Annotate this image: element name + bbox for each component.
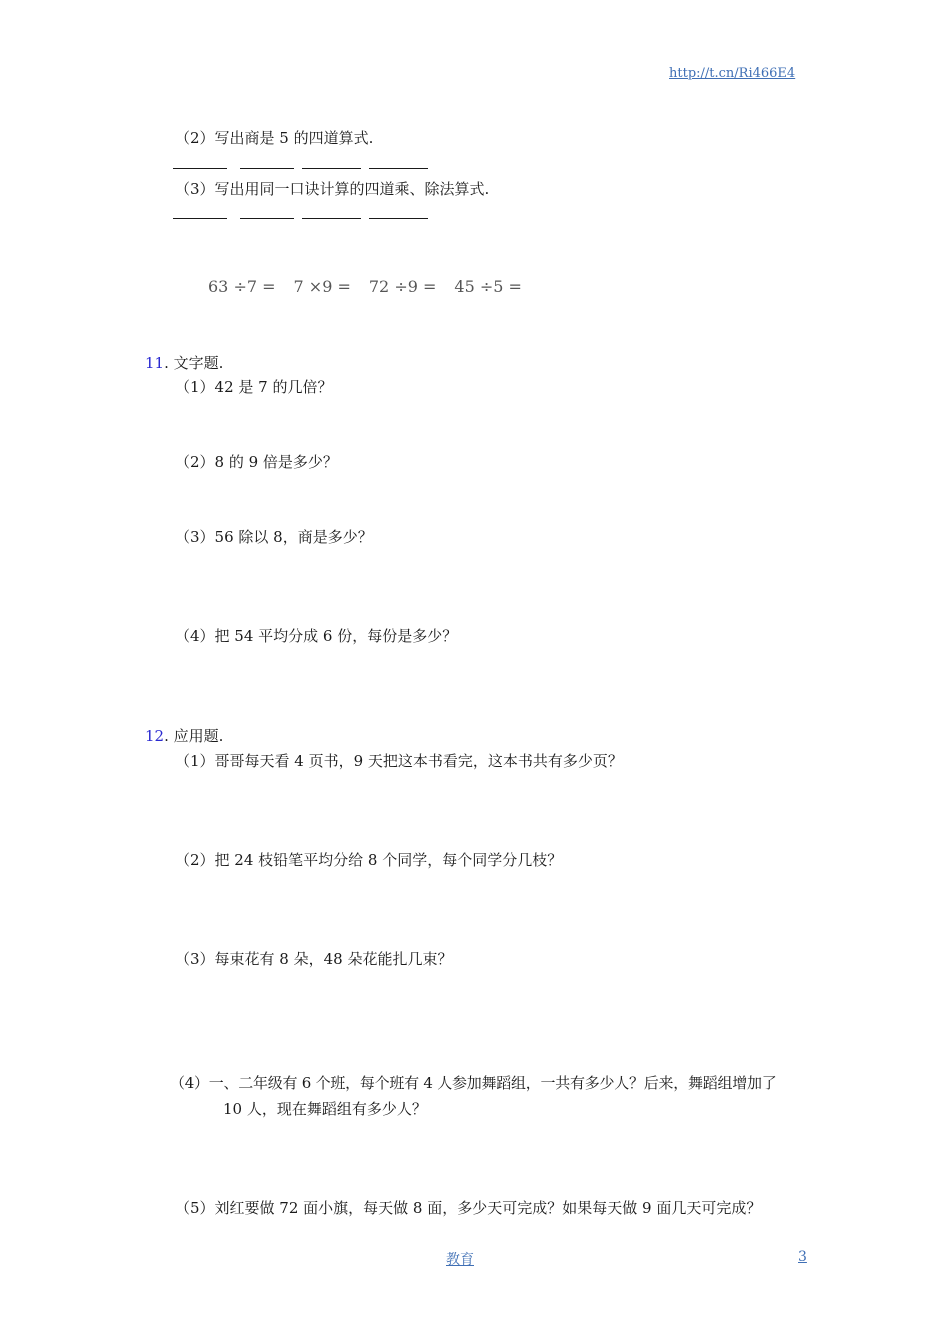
question-12-4-line-1: （4）一、二年级有 6 个班，每个班有 4 人参加舞蹈组，一共有多少人？后来，舞蹈组增加了 [170, 1074, 777, 1092]
answer-blanks-10-2 [173, 154, 428, 173]
answer-blank[interactable] [302, 154, 361, 169]
section-12-heading [145, 725, 223, 746]
section-number: 11 [145, 354, 165, 372]
header-url-link[interactable]: http://t.cn/Ri466E4 [669, 66, 796, 81]
answer-blank[interactable] [173, 154, 227, 169]
section-number: 12 [145, 727, 165, 745]
answer-blank[interactable] [369, 154, 428, 169]
answer-blank[interactable] [302, 204, 361, 219]
calculation-row [208, 277, 540, 296]
answer-blank[interactable] [240, 154, 294, 169]
section-title: . 应用题. [164, 727, 224, 745]
question-12-3: （3）每束花有 8 朵，48 朵花能扎几束？ [175, 950, 453, 968]
question-10-2: （2）写出商是 5 的四道算式. [175, 129, 374, 147]
question-11-1: （1）42 是 7 的几倍？ [175, 378, 333, 396]
calc-item: 63 ÷7 = [208, 277, 276, 296]
question-11-3: （3）56 除以 8，商是多少？ [175, 528, 373, 546]
question-12-1: （1）哥哥每天看 4 页书，9 天把这本书看完，这本书共有多少页？ [175, 752, 623, 770]
calc-item: 72 ÷9 = [368, 277, 437, 296]
answer-blank[interactable] [173, 204, 227, 219]
calc-item: 7 ×9 = [293, 277, 351, 296]
section-title: . 文字题. [164, 354, 224, 372]
question-11-2: （2）8 的 9 倍是多少？ [175, 453, 338, 471]
question-12-4-line-2: 10 人，现在舞蹈组有多少人？ [223, 1100, 427, 1118]
answer-blank[interactable] [240, 204, 294, 219]
calc-item: 45 ÷5 = [454, 277, 522, 296]
footer-label-link[interactable]: 教育 [446, 1252, 474, 1268]
question-12-2: （2）把 24 枝铅笔平均分给 8 个同学，每个同学分几枝？ [175, 851, 563, 869]
answer-blank[interactable] [369, 204, 428, 219]
answer-blanks-10-3 [173, 204, 428, 223]
question-10-3: （3）写出用同一口诀计算的四道乘、除法算式. [175, 180, 490, 198]
question-12-5: （5）刘红要做 72 面小旗，每天做 8 面，多少天可完成？如果每天做 9 面几天可完成？ [175, 1199, 762, 1217]
section-11-heading [145, 352, 223, 373]
page-number[interactable]: 3 [798, 1249, 807, 1265]
question-11-4: （4）把 54 平均分成 6 份，每份是多少？ [175, 627, 458, 645]
